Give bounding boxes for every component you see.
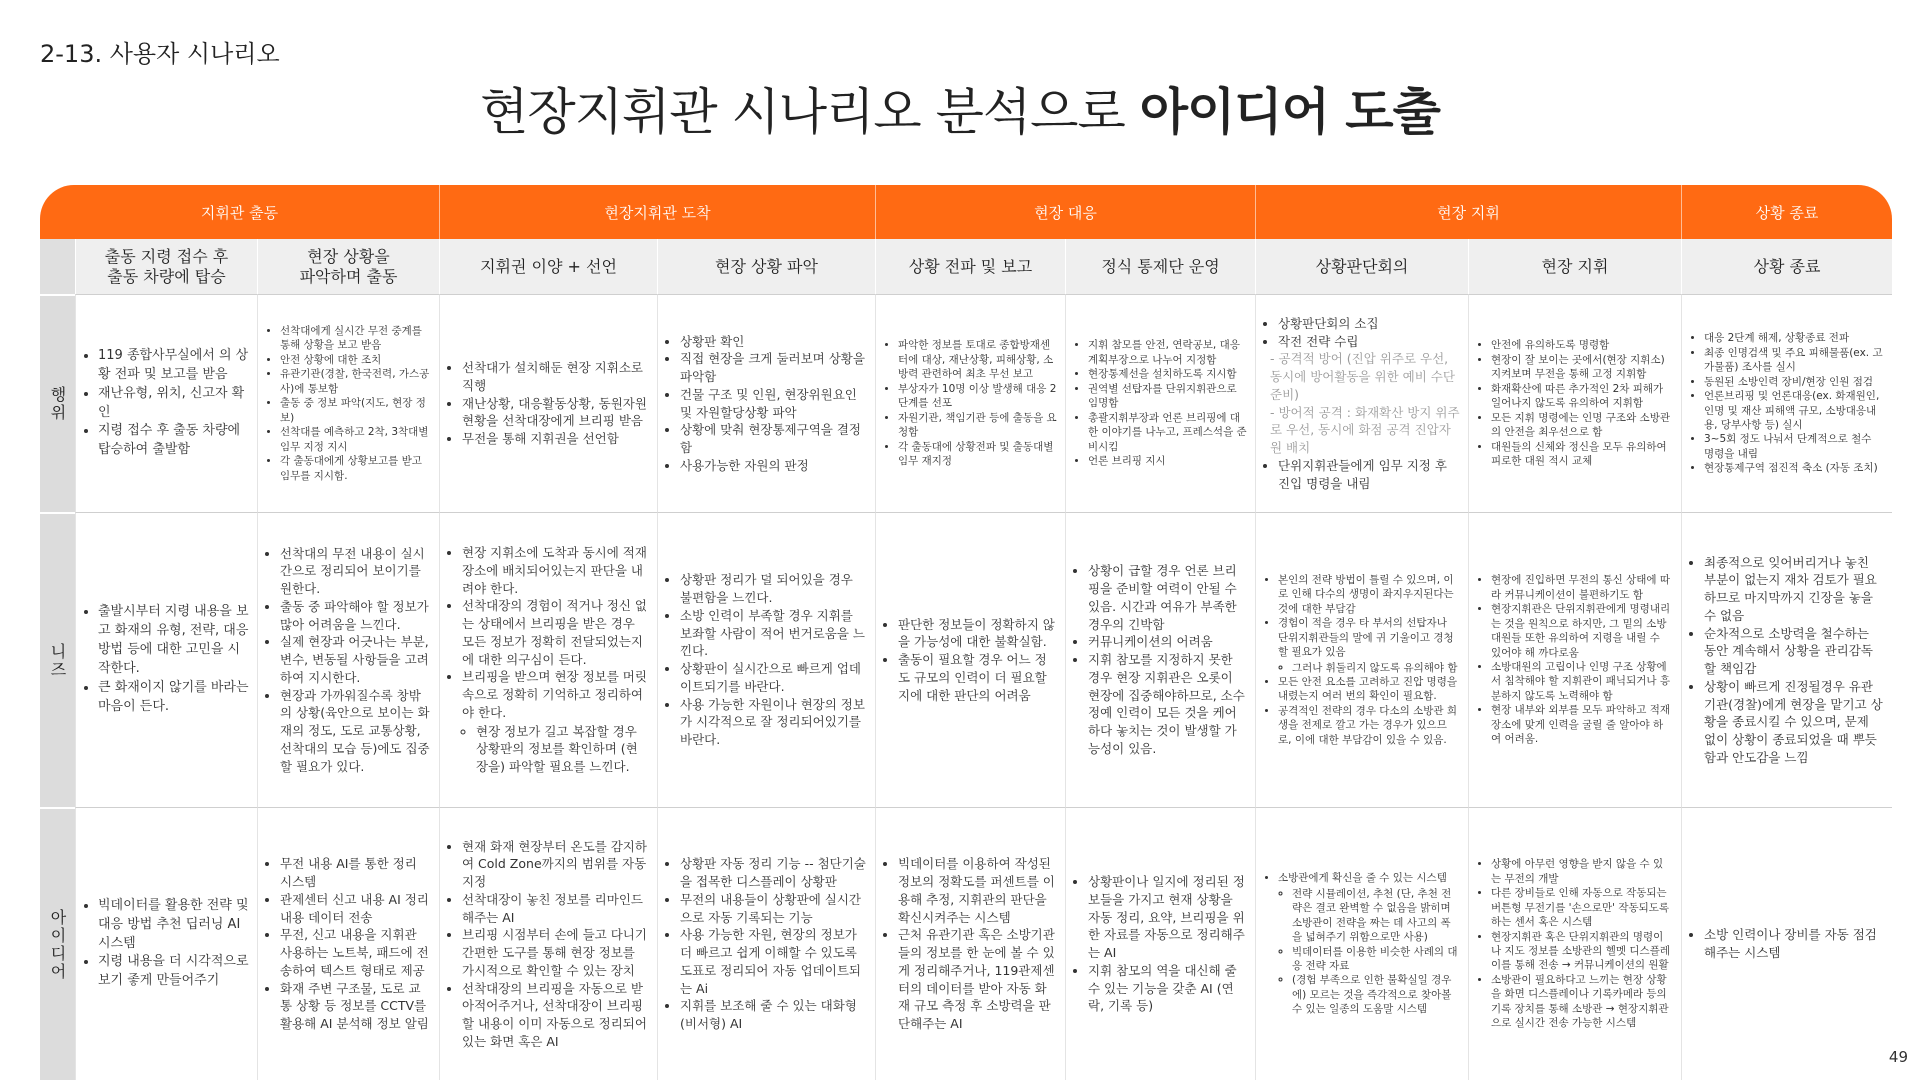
needs-cell-2: • 선착대의 무전 내용이 실시간으로 정리되어 보이기를 원한다. • 출동 중 파악해야 할 정보가 많아 어려움을 느낀다. • 실제 현장과 어긋나는 부분, 변수, 변동될 사항들을 고려하여 지시한다. • 현장과 가까워질수록 창밖의 상황(육안으로 보이는 화재의 정도, 도로 교통상황, 선착대의 모습 등)에도 집중할 필요가 있다. [257,512,439,807]
stage-dispatch-order: 출동 지령 접수 후 출동 차량에 탑승 [75,239,257,294]
stage-command-transfer: 지휘권 이양 + 선언 [439,239,657,294]
behavior-cell-3: • 선착대가 설치해둔 현장 지휘소로 직행 • 재난상황, 대응활동상황, 동원자원현황을 선착대장에게 브리핑 받음 • 무전을 통해 지휘권을 선언함 [439,294,657,512]
stage-header-side [40,239,75,294]
needs-cell-1: • 출발시부터 지령 내용을 보고 화재의 유형, 전략, 대응 방법 등에 대한 고민을 시작한다. • 큰 화재이지 않기를 바라는 마음이 든다. [75,512,257,807]
ideas-cell-2: • 무전 내용 AI를 통한 정리 시스템 • 관제센터 신고 내용 AI 정리 내용 데이터 전송 • 무전, 신고 내용을 지휘관 사용하는 노트북, 패드에 전송하여 텍스트 형태로 제공 • 화재 주변 구조물, 도로 교통 상황 등 정보를 CCTV를 활용해 AI 분석해 정보 알림 [257,807,439,1080]
ideas-cell-9: • 소방 인력이나 장비를 자동 점검해주는 시스템 [1681,807,1892,1080]
page-number: 49 [1888,1048,1908,1066]
behavior-cell-2: • 선착대에게 실시간 무전 중계를 통해 상황을 보고 받음 • 안전 상황에 대한 조치 • 유관기관(경찰, 한국전력, 가스공사)에 통보함 • 출동 중 정보 파악(지도, 현장 정보) • 선착대를 예측하고 2착, 3착대별 임무 지정 지시 • 각 출동대에게 상황보고를 받고 임무를 지시함. [257,294,439,512]
stage-judgment-meeting: 상황판단회의 [1255,239,1468,294]
row-label-needs: 니즈 [40,512,75,807]
ideas-cell-1: • 빅데이터를 활용한 전략 및 대응 방법 추천 딥러닝 AI 시스템 • 지령 내용을 더 시각적으로 보기 좋게 만들어주기 [75,807,257,1080]
needs-cell-4: • 상황판 정리가 덜 되어있을 경우 불편함을 느낀다. • 소방 인력이 부족할 경우 지휘를 보좌할 사람이 적어 번거로움을 느낀다. • 상황판이 실시간으로 빠르게 업데이트되기를 바란다. • 사용 가능한 자원이나 현장의 정보가 시각적으로 잘 정리되어있기를 바란다. [657,512,875,807]
phase-commander-dispatch: 지휘관 출동 [40,185,439,239]
phase-command: 현장 지휘 [1255,185,1681,239]
behavior-cell-7: • 상황판단회의 소집 • 작전 전략 수립 - 공격적 방어 (진압 위주로 우선, 동시에 방어활동을 위한 예비 수단 준비) - 방어적 공격 : 화재확산 방지 위주로 우선, 동시에 화점 공격 진압자원 배치 • 단위지휘관들에게 임무 지정 후 진입 명령을 내림 [1255,294,1468,512]
stage-situation-end: 상황 종료 [1681,239,1892,294]
behavior-cell-9: • 대응 2단계 해제, 상황종료 전파 • 최종 인명검색 및 주요 피해물품(ex. 고가물품) 조사를 실시 • 동원된 소방인력 장비/현장 인원 점검 • 언론브리핑 및 언론대응(ex. 화재원인, 인명 및 재산 피해액 규모, 소방대응내용, 당부사항 등) 실시 • 3~5회 정도 나눠서 단계적으로 철수 명령을 내림 • 현장통제구역 점진적 축소 (자동 조치) [1681,294,1892,512]
behavior-cell-4: • 상황판 확인 • 직접 현장을 크게 둘러보며 상황을 파악함 • 건물 구조 및 인원, 현장위원요인 및 자원할당상황 파악 • 상황에 맞춰 현장통제구역을 결정함 • 사용가능한 자원의 판정 [657,294,875,512]
phase-response: 현장 대응 [875,185,1255,239]
section-label: 2-13. 사용자 시나리오 [40,40,280,68]
needs-cell-5: • 판단한 정보들이 정확하지 않을 가능성에 대한 불확실함. • 출동이 필요할 경우 어느 정도 규모의 인력이 더 필요할지에 대한 판단의 어려움 [875,512,1065,807]
needs-cell-9: • 최종적으로 잊어버리거나 놓친 부분이 없는지 재차 검토가 필요하므로 마지막까지 긴장을 놓을 수 없음 • 순차적으로 소방력을 철수하는 동안 계속해서 상황을 관리감독할 책임감 • 상황이 빠르게 진정될경우 유관기관(경찰)에게 현장을 맡기고 상황을 종료시킬 수 있으며, 문제 없이 상황이 종료되었을 때 뿌듯함과 안도감을 느낌 [1681,512,1892,807]
scenario-table [40,185,1892,1080]
ideas-cell-5: • 빅데이터를 이용하여 작성된 정보의 정확도를 퍼센트를 이용해 추정, 지휘관의 판단을 확신시켜주는 시스템 • 근처 유관기관 혹은 소방기관들의 정보를 한 눈에 볼 수 있게 정리해주거나, 119관제센터의 데이터를 받아 자동 화재 규모 측정 후 소방력을 판단해주는 AI [875,807,1065,1080]
needs-cell-6: • 상황이 급할 경우 언론 브리핑을 준비할 여력이 안될 수 있음. 시간과 여유가 부족한 경우의 긴박함 • 커뮤니케이션의 어려움 • 지휘 참모를 지정하지 못한 경우 현장 지휘관은 오롯이 현장에 집중해야하므로, 소수 정예 인력이 모든 것을 케어하다 놓치는 것이 발생할 가능성이 있음. [1065,512,1255,807]
row-label-behavior: 행위 [40,294,75,512]
behavior-cell-1: • 119 종합사무실에서 의 상황 전파 및 보고를 받음 • 재난유형, 위치, 신고자 확인 • 지령 접수 후 출동 차량에 탑승하여 출발함 [75,294,257,512]
stage-control-unit: 정식 통제단 운영 [1065,239,1255,294]
needs-cell-3: • 현장 지휘소에 도착과 동시에 적재장소에 배치되어있는지 판단을 내려야 한다. • 선착대장의 경험이 적거나 정신 없는 상태에서 브리핑을 받은 경우 모든 정보가 정확히 전달되었는지에 대한 의구심이 든다. • 브리핑을 받으며 현장 정보를 머릿속으로 정확히 기억하고 정리하여야 한다. ◦ 현장 정보가 길고 복잡할 경우 상황판의 정보를 확인하며 (현장을) 파악할 필요를 느낀다. [439,512,657,807]
stage-report: 상황 전파 및 보고 [875,239,1065,294]
stage-site-command: 현장 지휘 [1468,239,1681,294]
ideas-cell-4: • 상황판 자동 정리 기능 -- 첨단기술을 접목한 디스플레이 상황판 • 무전의 내용들이 상황판에 실시간으로 자동 기록되는 기능 • 사용 가능한 자원, 현장의 정보가 더 빠르고 쉽게 이해할 수 있도록 도표로 정리되어 자동 업데이트되는 Ai • 지휘를 보조해 줄 수 있는 대화형(비서형) AI [657,807,875,1080]
phase-end: 상황 종료 [1681,185,1892,239]
row-label-ideas: 아이디어 [40,807,75,1080]
title-normal: 현장지휘관 시나리오 분석으로 [480,83,1140,141]
ideas-cell-7: • 소방관에게 확신을 줄 수 있는 시스템 ◦ 전략 시뮬레이션, 추천 (단, 추천 전략은 결코 완벽할 수 없음을 밝히며 소방관이 전략을 짜는 데 사고의 폭을 넓혀주기 위함으로만 사용) ◦ 빅데이터를 이용한 비슷한 사례의 대응 전략 자료 ◦ (경험 부족으로 인한 불확실일 경우에) 모르는 것을 즉각적으로 찾아볼 수 있는 일종의 도움말 시스템 [1255,807,1468,1080]
ideas-cell-3: • 현재 화재 현장부터 온도를 감지하여 Cold Zone까지의 범위를 자동 지정 • 선착대장이 놓친 정보를 리마인드해주는 AI • 브리핑 시점부터 손에 들고 다니기 간편한 도구를 통해 현장 정보를 가시적으로 확인할 수 있는 장치 • 선착대장의 브리핑을 자동으로 받아적어주거나, 선착대장이 브리핑 할 내용이 이미 자동으로 정리되어있는 화면 혹은 AI [439,807,657,1080]
behavior-cell-8: • 안전에 유의하도록 명령함 • 현장이 잘 보이는 곳에서(현장 지휘소) 지켜보며 무전을 통해 고정 지휘함 • 화재확산에 따른 추가적인 2차 피해가 일어나지 않도록 유의하여 지휘함 • 모든 지휘 명령에는 인명 구조와 소방관의 안전을 최우선으로 함 • 대원들의 신체와 정신을 모두 유의하여 피로한 대원 적시 교체 [1468,294,1681,512]
needs-cell-7: • 본인의 전략 방법이 틀릴 수 있으며, 이로 인해 다수의 생명이 좌지우지된다는 것에 대한 부담감 • 경험이 적을 경우 타 부서의 선탑자나 단위지휘관들의 말에 귀 기울이고 경청할 필요가 있음 ◦ 그러나 휘둘리지 않도록 유의해야 함 • 모든 안전 요소를 고려하고 진압 명령을 내렸는지 여러 번의 확인이 필요함. • 공격적인 전략의 경우 다소의 소방관 희생을 전제로 깔고 가는 경우가 있으므로, 이에 대한 부담감이 있을 수 있음. [1255,512,1468,807]
behavior-cell-5: • 파악한 정보를 토대로 종합방재센터에 대상, 재난상황, 피해상황, 소방력 관련하여 최초 무선 보고 • 부상자가 10명 이상 발생해 대응 2단계를 선포 • 자원기관, 책임기관 등에 출동을 요청함 • 각 출동대에 상황전파 및 출동대별 임무 재지정 [875,294,1065,512]
ideas-cell-8: • 상황에 아무런 영향을 받지 않을 수 있는 무전의 개발 • 다른 장비들로 인해 자동으로 작동되는 버튼형 무전기를 '손으로만' 작동되도록 하는 센서 혹은 시스템 • 현장지휘관 혹은 단위지휘관의 명령이나 지도 정보를 소방관의 헬멧 디스플레이를 통해 전송 → 커뮤니케이션의 원활 • 소방관이 필요하다고 느끼는 현장 상황을 화면 디스플레이나 기록카메라 등의 기록 장치를 통해 소방관 → 현장지휘관으로 실시간 전송 가능한 시스템 [1468,807,1681,1080]
title-strong: 아이디어 도출 [1139,83,1440,141]
page-title [0,72,1920,144]
behavior-cell-6: • 지휘 참모를 안전, 연락공보, 대응 계획부장으로 나누어 지정함 • 현장통제선을 설치하도록 지시함 • 권역별 선탑자를 단위지휘관으로 임명함 • 총괄지휘부장과 언론 브리핑에 대한 이야기를 나누고, 프레스석을 준비시킴 • 언론 브리핑 지시 [1065,294,1255,512]
ideas-cell-6: • 상황판이나 일지에 정리된 정보들을 가지고 현재 상황을 자동 정리, 요약, 브리핑을 위한 자료를 자동으로 정리해주는 AI • 지휘 참모의 역을 대신해 줄 수 있는 기능을 갖춘 AI (연락, 기록 등) [1065,807,1255,1080]
phase-arrival: 현장지휘관 도착 [439,185,875,239]
stage-site-assessment: 현장 상황 파악 [657,239,875,294]
stage-situation-en-route: 현장 상황을 파악하며 출동 [257,239,439,294]
needs-cell-8: • 현장에 진입하면 무전의 통신 상태에 따라 커뮤니케이션이 불편하기도 함 • 현장지휘관은 단위지휘관에게 명령내리는 것을 원칙으로 하지만, 그 밑의 소방대원들 또한 유의하여 지령을 내릴 수 있어야 해 까다로움 • 소방대원의 고립이나 인명 구조 상황에서 침착해야 할 지휘관이 패닉되거나 흥분하지 않도록 노력해야 함 • 현장 내부와 외부를 모두 파악하고 적재장소에 맞게 인력을 굴릴 줄 알아야 하여 어려움. [1468,512,1681,807]
